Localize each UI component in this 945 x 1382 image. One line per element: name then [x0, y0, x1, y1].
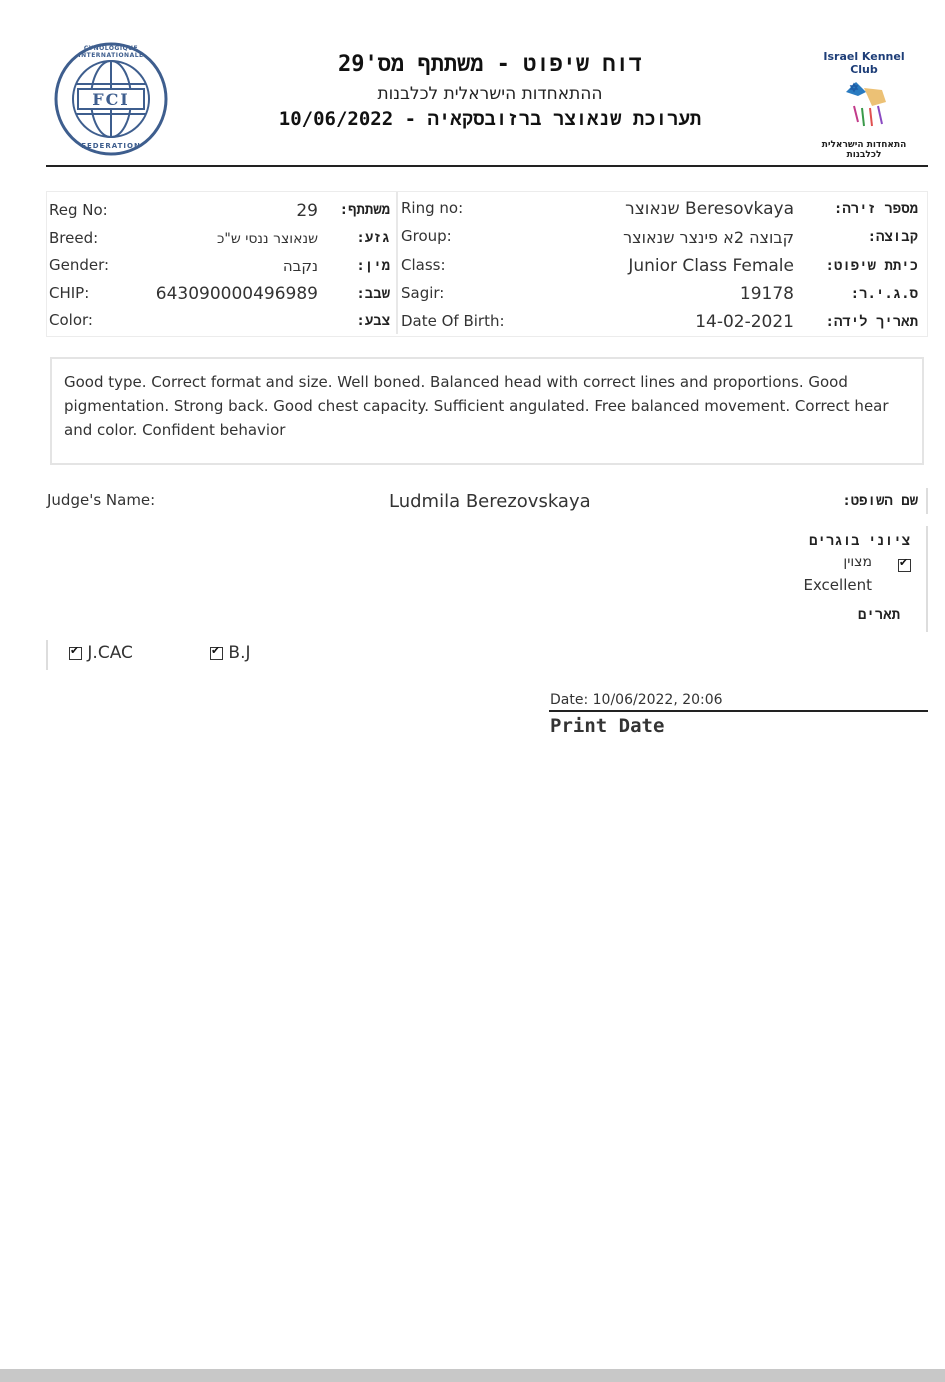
chip-heb: שבב:: [356, 286, 390, 302]
group-heb: קבוצה:: [867, 229, 918, 245]
print-date-rule: [549, 710, 928, 712]
sagir-value: 19178: [739, 284, 794, 304]
ring-value: Beresovkaya שנאוצר: [625, 199, 794, 219]
print-date-value: Date: 10/06/2022, 20:06: [550, 692, 723, 708]
kennel-club-he: התאחדות הישראלית לכלבנות: [821, 140, 907, 160]
dob-value: 14-02-2021: [695, 312, 794, 332]
judge-label: Judge's Name:: [47, 491, 156, 509]
title-bj-label: B.J: [228, 643, 251, 663]
gender-label: Gender:: [49, 256, 110, 274]
class-value: Junior Class Female: [628, 256, 794, 276]
info-grid-separator: [396, 192, 398, 334]
reg-no-label: Reg No:: [49, 201, 108, 219]
color-heb: צבע:: [356, 313, 390, 329]
kennel-club-en: Israel Kennel Club: [823, 50, 905, 76]
dob-heb: תאריך לידה:: [825, 314, 918, 330]
report-title: דוח שיפוט - משתתף מס'29: [337, 52, 642, 77]
judge-accent-line: [926, 488, 928, 514]
federation-name: ההתאחדות הישראלית לכלבנות: [377, 84, 603, 104]
title-jcac-checkbox: [69, 647, 82, 660]
israel-kennel-club-logo: [806, 44, 922, 160]
header-divider: [46, 165, 928, 167]
gender-heb: מין:: [356, 258, 390, 274]
sagir-heb: ס.ג.י.ר:: [850, 286, 918, 302]
fci-top-text: CYNOLOGIQUE INTERNATIONALE: [78, 45, 144, 59]
titles-heading: תארים: [857, 607, 900, 623]
critique-box: [50, 357, 924, 465]
breed-label: Breed:: [49, 229, 99, 247]
grade-he: מצוין: [843, 554, 872, 570]
chip-value: 643090000496989: [155, 284, 318, 304]
title-bj-checkbox: [210, 647, 223, 660]
bottom-bar: [0, 1369, 945, 1382]
color-label: Color:: [49, 311, 93, 329]
group-label: Group:: [401, 227, 452, 245]
sagir-label: Sagir:: [401, 284, 445, 302]
chip-label: CHIP:: [49, 284, 90, 302]
fci-bottom-text: FEDERATION: [81, 142, 141, 150]
titles-accent-line: [46, 640, 48, 670]
reg-no-value: 29: [296, 201, 318, 221]
grades-accent-line: [926, 526, 928, 632]
title-jcac-label: J.CAC: [87, 643, 133, 663]
class-label: Class:: [401, 256, 446, 274]
judge-name: Ludmila Berezovskaya: [389, 491, 591, 512]
fci-center-text: FCI: [92, 90, 130, 109]
show-name: תערוכת שנאוצר ברזובסקאיה - 10/06/2022: [278, 108, 702, 130]
grade-checkbox: [898, 555, 911, 574]
grade-en: Excellent: [803, 576, 872, 594]
print-date-label: Print Date: [550, 715, 665, 737]
title-bj: [210, 643, 251, 663]
ring-heb: מספר זירה:: [833, 201, 918, 217]
class-heb: כיתת שיפוט:: [825, 258, 918, 274]
fci-logo: [54, 42, 168, 156]
dob-label: Date Of Birth:: [401, 312, 505, 330]
gender-value: נקבה: [282, 257, 318, 275]
breed-heb: גזע:: [356, 230, 390, 246]
group-value: קבוצה 2א פינצר שנאוצר: [623, 228, 794, 247]
critique-text: Good type. Correct format and size. Well boned. Balanced head with correct lines and proportions. Good pigmentation. Strong back. Good chest capacity. Sufficient angulated. Free balanced movement. Correct hear and color. Confident behavior: [64, 373, 889, 439]
breed-value: שנאוצר ננסי ש"כ: [217, 231, 318, 247]
ring-label: Ring no:: [401, 199, 464, 217]
title-jcac: [69, 643, 133, 663]
grades-heading: ציוני בוגרים: [809, 533, 910, 549]
reg-no-heb: משתתף:: [339, 202, 390, 218]
judge-heb: שם השופט:: [842, 493, 918, 509]
